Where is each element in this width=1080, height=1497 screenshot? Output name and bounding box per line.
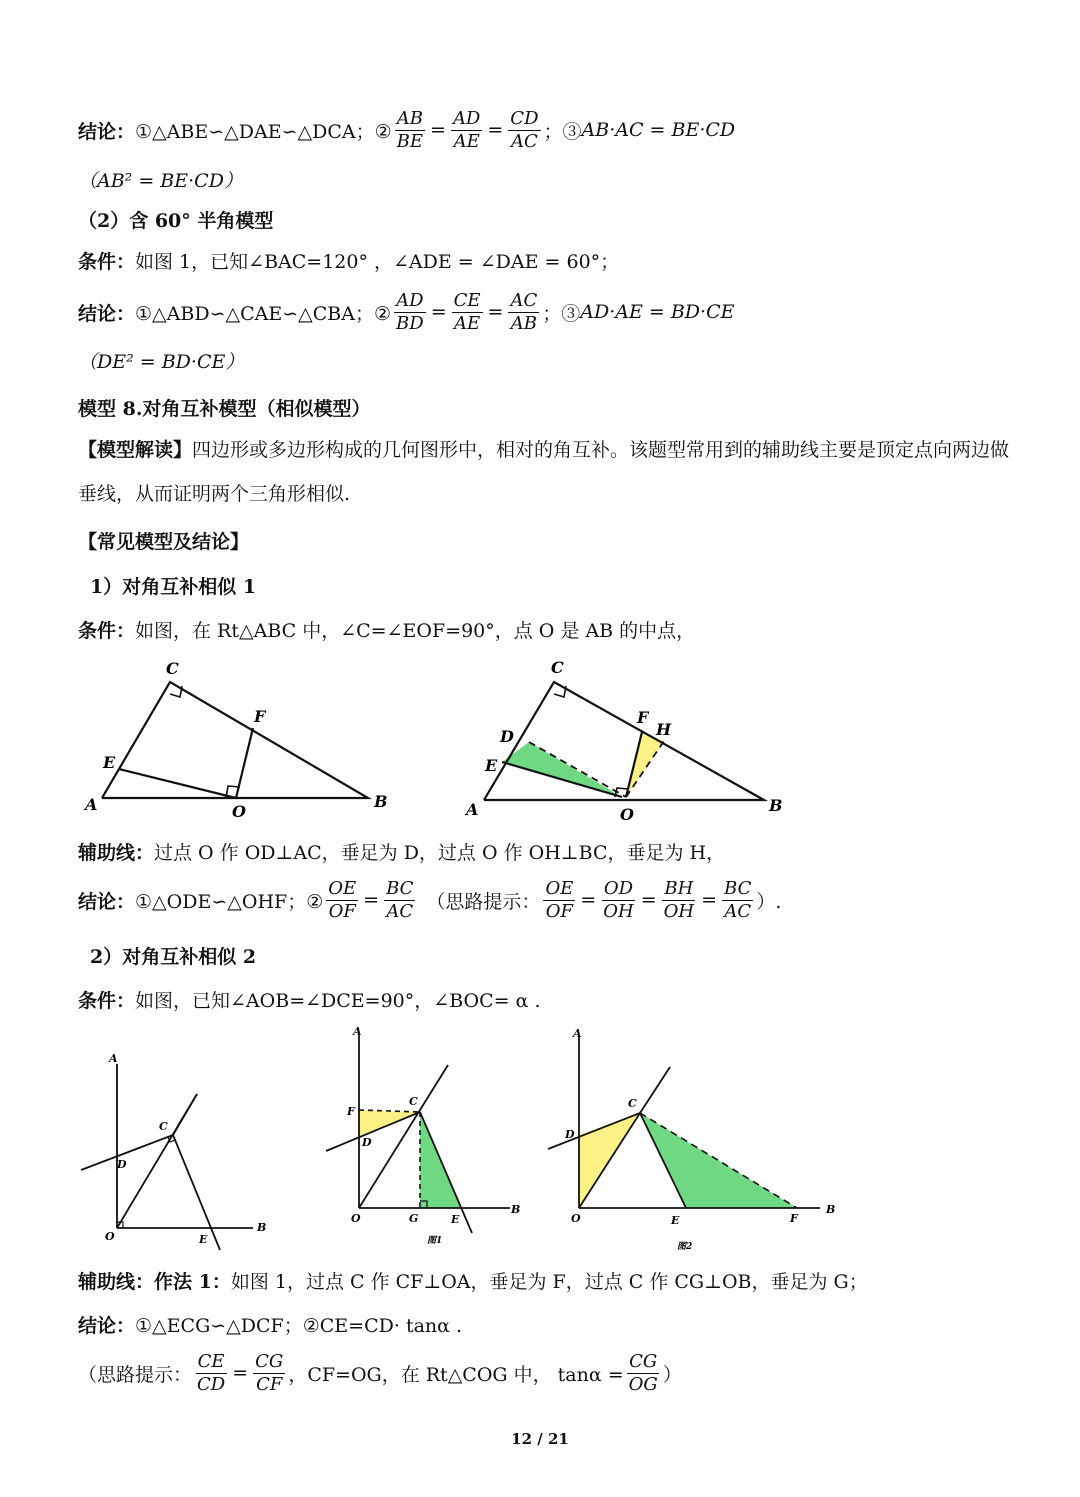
fraction: $\frac{BC}{AC}$ bbox=[386, 878, 414, 922]
figure-caption-2: 图2 bbox=[677, 1242, 693, 1252]
label-E: E bbox=[103, 753, 116, 772]
subsection-heading-1: 1）对角互补相似 1 bbox=[90, 576, 257, 598]
svg-text:F: F bbox=[790, 1212, 798, 1225]
svg-text:B: B bbox=[769, 796, 783, 815]
fraction: $\frac{OE}{OF}$ bbox=[328, 878, 357, 922]
section-heading: （2）含 60° 半角模型 bbox=[78, 210, 274, 232]
conclusion-note-1: （AB² = BE·CD） bbox=[78, 170, 243, 192]
fraction: $\frac{BH}{OH}$ bbox=[663, 878, 695, 922]
condition-line bbox=[78, 247, 619, 274]
svg-text:E: E bbox=[199, 1233, 208, 1246]
svg-text:D: D bbox=[565, 1128, 575, 1141]
figure-angle-2 bbox=[320, 1025, 530, 1255]
common-models-heading: 【常见模型及结论】 bbox=[78, 531, 250, 553]
auxiliary-line-2: 辅助线：作法 1： 如图 1，过点 C 作 CF⊥OA，垂足为 F，过点 C 作 CG⊥OB，垂足为 G； bbox=[78, 1271, 868, 1293]
fraction: $\frac{CE}{AE}$ bbox=[453, 290, 481, 334]
text: ；③ bbox=[543, 120, 582, 143]
svg-text:C: C bbox=[409, 1095, 418, 1108]
svg-text:A: A bbox=[109, 1052, 118, 1065]
model-explanation: 【模型解读】四边形或多边形构成的几何图形中，相对的角互补。该题型常用到的辅助线主要是顶定点向两边做垂线，从而证明两个三角形相似. bbox=[78, 439, 1010, 505]
svg-text:A: A bbox=[353, 1025, 362, 1038]
text: AD·AE = BD·CE bbox=[580, 301, 735, 324]
svg-text:O: O bbox=[105, 1230, 115, 1243]
fraction: $\frac{OD}{OH}$ bbox=[603, 878, 634, 922]
text: 如图 1，已知∠BAC=120° ，∠ADE = ∠DAE = 60°； bbox=[135, 251, 620, 273]
svg-text:C: C bbox=[628, 1097, 637, 1110]
svg-text:D: D bbox=[117, 1158, 127, 1171]
figure-angle-3 bbox=[540, 1025, 840, 1255]
subsection-heading-2: 2）对角互补相似 2 bbox=[90, 946, 257, 968]
conclusion-line-2: 结论： ①△ABD∽△CAE∽△CBA；② $\frac{AD}{BD}$ = $\frac{CE}{AE}$ = $\frac{AC}{AB}$ ；③ AD·AE = BD·CE bbox=[78, 290, 735, 334]
figure-caption-1: 图1 bbox=[427, 1236, 443, 1246]
svg-text:A: A bbox=[573, 1027, 582, 1040]
svg-text:B: B bbox=[257, 1221, 267, 1234]
auxiliary-line-1: 辅助线： 过点 O 作 OD⊥AC，垂足为 D，过点 O 作 OH⊥BC，垂足为 H， bbox=[78, 842, 726, 864]
hint-line: （思路提示： $\frac{CE}{CD}$ = $\frac{CG}{CF}$ ，CF=OG，在 Rt△COG 中， tanα = $\frac{CG}{OG}$ ） bbox=[78, 1351, 682, 1395]
svg-text:D: D bbox=[500, 727, 514, 746]
fraction: $\frac{CG}{OG}$ bbox=[628, 1351, 658, 1395]
svg-text:H: H bbox=[656, 720, 672, 739]
text: ①△ABE∽△DAE∽△DCA；② bbox=[135, 120, 392, 143]
svg-text:F: F bbox=[637, 708, 649, 727]
fraction: $\frac{AC}{AB}$ bbox=[510, 290, 538, 334]
figure-angle-1 bbox=[75, 1050, 285, 1260]
conclusion-line-4: 结论： ①△ECG∽△DCF；②CE=CD· tanα . bbox=[78, 1315, 463, 1337]
svg-text:C: C bbox=[551, 658, 564, 677]
svg-text:C: C bbox=[159, 1120, 168, 1133]
svg-text:B: B bbox=[511, 1203, 521, 1216]
svg-text:O: O bbox=[351, 1212, 361, 1225]
fraction: $\frac{CG}{CF}$ bbox=[255, 1351, 284, 1395]
svg-text:E: E bbox=[451, 1213, 460, 1226]
condition-line-2: 条件： 如图，在 Rt△ABC 中，∠C=∠EOF=90°，点 O 是 AB 的中点， bbox=[78, 620, 696, 642]
fraction: $\frac{AD}{AE}$ bbox=[452, 108, 481, 152]
svg-text:E: E bbox=[671, 1214, 680, 1227]
page-number: 12 / 21 bbox=[511, 1430, 569, 1448]
condition-line-3: 条件： 如图，已知∠AOB=∠DCE=90°，∠BOC= α . bbox=[78, 990, 541, 1012]
fraction: $\frac{BC}{AC}$ bbox=[724, 878, 752, 922]
label-O: O bbox=[232, 802, 246, 821]
fraction: $\frac{CD}{AC}$ bbox=[510, 108, 539, 152]
svg-text:O: O bbox=[571, 1212, 581, 1225]
svg-text:E: E bbox=[485, 756, 498, 775]
figure-triangle-left bbox=[75, 655, 405, 825]
svg-text:A: A bbox=[466, 800, 479, 819]
fraction: $\frac{CE}{CD}$ bbox=[197, 1351, 226, 1395]
svg-text:F: F bbox=[347, 1105, 355, 1118]
model-heading: 模型 8.对角互补模型（相似模型） bbox=[78, 398, 371, 420]
svg-text:O: O bbox=[620, 805, 634, 824]
label-B: B bbox=[374, 792, 388, 811]
fraction: $\frac{OE}{OF}$ bbox=[545, 878, 574, 922]
label-A: A bbox=[85, 795, 98, 814]
label: 结论： bbox=[78, 120, 136, 143]
label: 条件： bbox=[78, 251, 136, 273]
fraction: $\frac{AD}{BD}$ bbox=[396, 290, 424, 334]
svg-text:B: B bbox=[826, 1203, 836, 1216]
figure-triangle-right bbox=[460, 655, 790, 825]
label: 结论： bbox=[78, 302, 136, 325]
text: ①△ABD∽△CAE∽△CBA；② bbox=[135, 302, 392, 325]
svg-text:G: G bbox=[409, 1212, 419, 1225]
label-C: C bbox=[166, 659, 179, 678]
text: ；③ bbox=[542, 302, 581, 325]
conclusion-note-2: （DE² = BD·CE） bbox=[78, 351, 245, 373]
label-F: F bbox=[254, 707, 266, 726]
conclusion-line-3: 结论： ①△ODE∽△OHF；② $\frac{OE}{OF}$ = $\frac{BC}{AC}$ （思路提示： $\frac{OE}{OF}$ = $\frac{OD}{OH}$ = $\frac{BH}{OH}$ = $\frac{BC}{AC}$ ）. bbox=[78, 878, 782, 922]
conclusion-line-1: 结论： ①△ABE∽△DAE∽△DCA；② $\frac{AB}{BE}$ = $\frac{AD}{AE}$ = $\frac{CD}{AC}$ ；③ AB·AC = BE·CD bbox=[78, 108, 736, 152]
svg-text:D: D bbox=[362, 1136, 372, 1149]
text: AB·AC = BE·CD bbox=[581, 119, 736, 142]
fraction: $\frac{AB}{BE}$ bbox=[396, 108, 424, 152]
